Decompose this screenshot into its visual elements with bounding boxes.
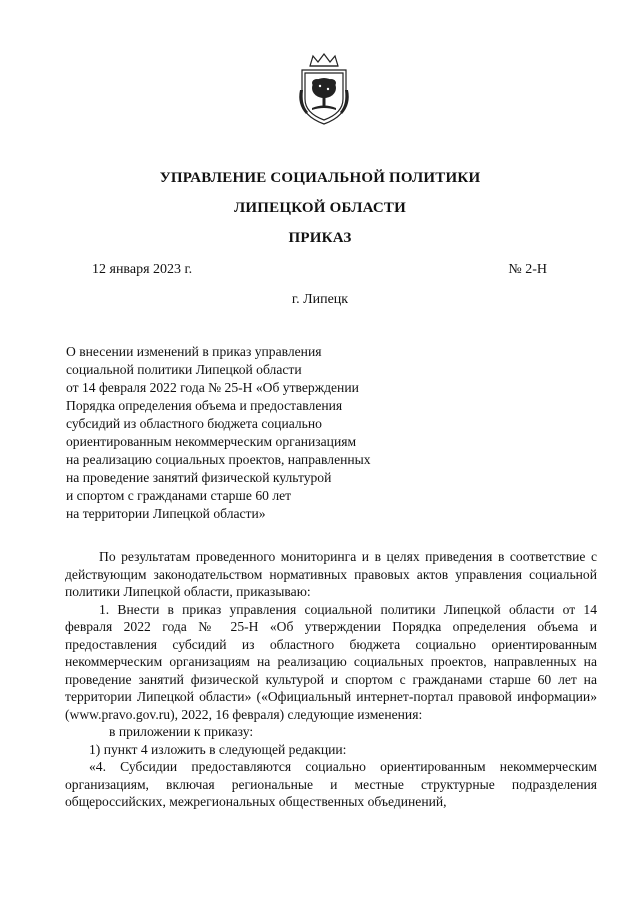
subject-line: на территории Липецкой области» (66, 506, 266, 521)
body-paragraph-new-wording: «4. Субсидии предоставляются социально ориентированным некоммерческим организациям, включая региональные и местные структурные подразделения общероссийских, межрегиональных общественных объединений, (65, 759, 597, 809)
body-paragraph-preamble: По результатам проведенного мониторинга и в целях приведения в соответствие с действующим законодательством нормативных правовых актов управления социальной политики Липецкой области, приказываю: (65, 549, 597, 599)
subject-line: субсидий из областного бюджета социально (66, 416, 322, 431)
document-number: № 2-Н (508, 262, 547, 277)
subject-line: О внесении изменений в приказ управления (66, 344, 322, 359)
coat-of-arms-emblem (296, 52, 352, 128)
subject-line: ориентированным некоммерческим организациям (66, 434, 357, 449)
body-paragraph-point-4: 1) пункт 4 изложить в следующей редакции: (89, 741, 347, 757)
subject-line: от 14 февраля 2022 года № 25-Н «Об утверждении (66, 380, 359, 395)
body-paragraph-item-1: 1. Внести в приказ управления социальной политики Липецкой области от 14 февраля 2022 года № 25-Н «Об утверждении Порядка определения объема и предоставления субсидий из областного бюджета социально ориентированным некоммерческим организациям на реализацию социальных проектов, направленных на проведение занятий физической культурой и спортом с гражданами старше 60 лет на территории Липецкой области» («Официальный интернет-портал правовой информации» (www.pravo.gov.ru), 2022, 16 февраля) следующие изменения: (65, 601, 597, 722)
subject-line: на проведение занятий физической культурой (66, 470, 332, 485)
subject-line: Порядка определения объема и предоставления (66, 398, 343, 413)
subject-line: на реализацию социальных проектов, направленных (66, 452, 371, 467)
document-body (65, 548, 597, 811)
subject-line: и спортом с гражданами старше 60 лет (66, 488, 292, 503)
organization-name-line2: ЛИПЕЦКОЙ ОБЛАСТИ (234, 200, 406, 216)
document-subject (66, 343, 426, 523)
body-paragraph-annex: в приложении к приказу: (109, 724, 254, 739)
document-date: 12 января 2023 г. (92, 262, 193, 277)
subject-line: социальной политики Липецкой области (66, 362, 302, 377)
document-type-title: ПРИКАЗ (288, 230, 352, 246)
document-city: г. Липецк (291, 292, 349, 307)
organization-name-line1: УПРАВЛЕНИЕ СОЦИАЛЬНОЙ ПОЛИТИКИ (159, 170, 481, 186)
